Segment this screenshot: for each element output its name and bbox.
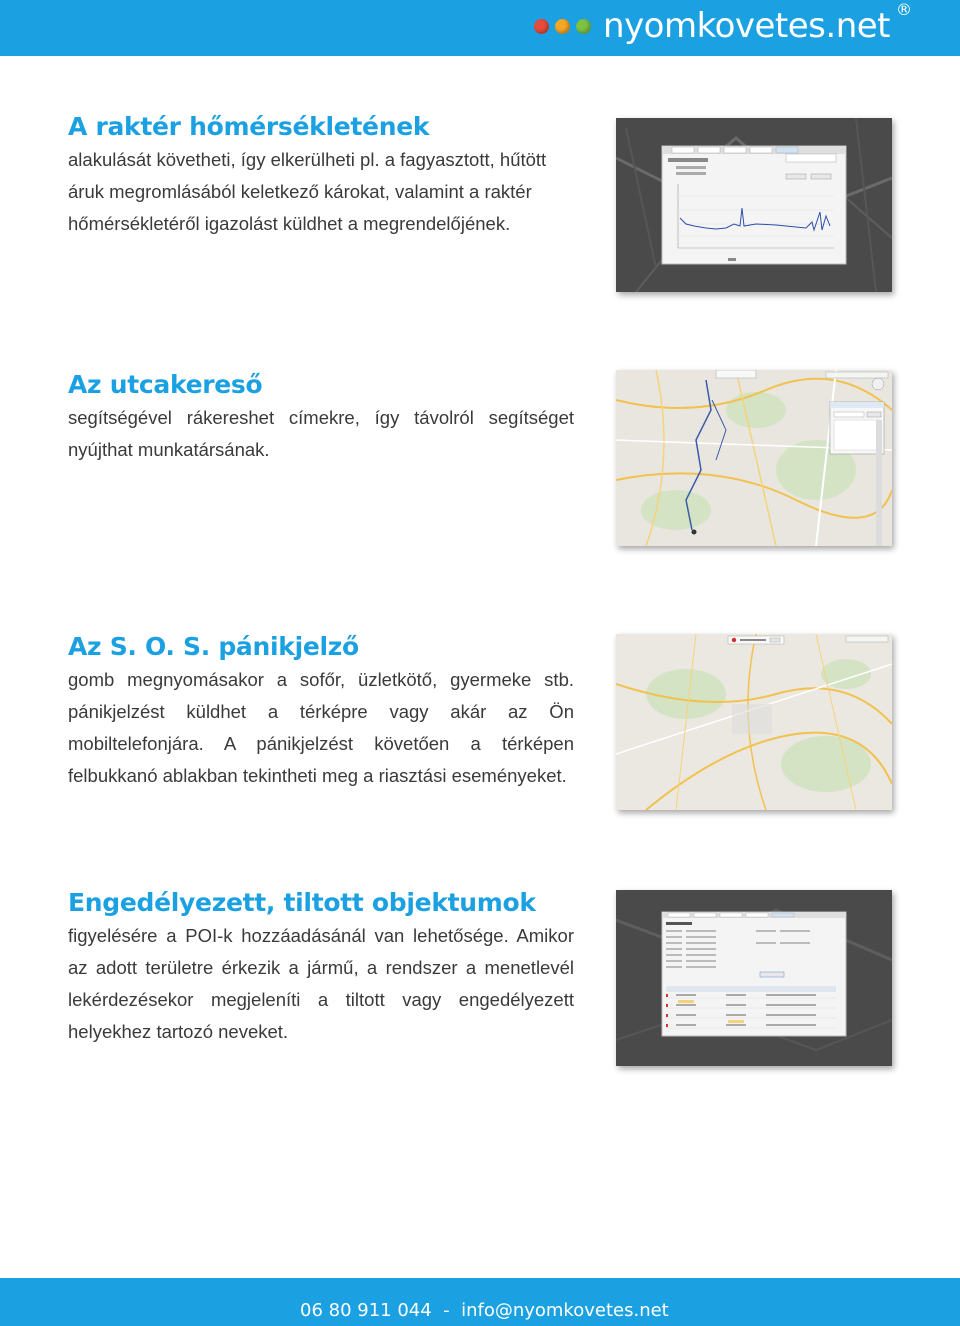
logo-dot-orange — [555, 19, 570, 34]
section-title: Az S. O. S. pánikjelző — [68, 632, 359, 661]
sos-alert-map-screenshot — [616, 634, 892, 810]
section-text: gomb megnyomásakor a sofőr, üzletkötő, gyermeke stb. pánikjelzést küldhet a térképre vagy akár az Ön mobiltelefonjára. A pánikjelzést követően a térképen felbukkanó ablakban tekintheti meg a riasztási eseményeket. — [68, 669, 574, 786]
section-poi-objects — [68, 886, 574, 1048]
contact-info[interactable]: 06 80 911 044 - info@nyomkovetes.net — [300, 1300, 669, 1321]
logo-dot-red — [534, 19, 549, 34]
section-street-search — [68, 368, 574, 466]
section-title: Az utcakereső — [68, 370, 263, 399]
brand-logo[interactable] — [534, 0, 912, 49]
poi-logbook-table-screenshot — [616, 890, 892, 1066]
section-title: A raktér hőmérsékletének — [68, 112, 430, 141]
section-sos-panic — [68, 630, 574, 792]
section-text: segítségével rákereshet címekre, így távolról segítséget nyújthat munkatársának. — [68, 407, 574, 460]
header-bar — [0, 0, 960, 56]
section-text: alakulását követheti, így elkerülheti pl. a fagyasztott, hűtött áruk megromlásából keletkező károkat, valamint a raktér hőmérsékletéről igazolást küldhet a megrendelőjének. — [68, 149, 547, 234]
section-temperature — [68, 110, 574, 240]
brand-name: nyomkovetes.net — [603, 6, 890, 46]
footer-bar — [0, 1278, 960, 1326]
logo-dot-green — [576, 19, 591, 34]
section-title: Engedélyezett, tiltott objektumok — [68, 888, 536, 917]
street-search-map-screenshot — [616, 370, 892, 546]
registered-mark: ® — [896, 0, 912, 19]
section-text: figyelésére a POI-k hozzáadásánál van lehetősége. Amikor az adott területre érkezik a jármű, a rendszer a menetlevél lekérdezésekor megjeleníti a tiltott vagy engedélyezett helyekhez tartozó neveket. — [68, 925, 574, 1042]
temperature-chart-screenshot — [616, 118, 892, 292]
